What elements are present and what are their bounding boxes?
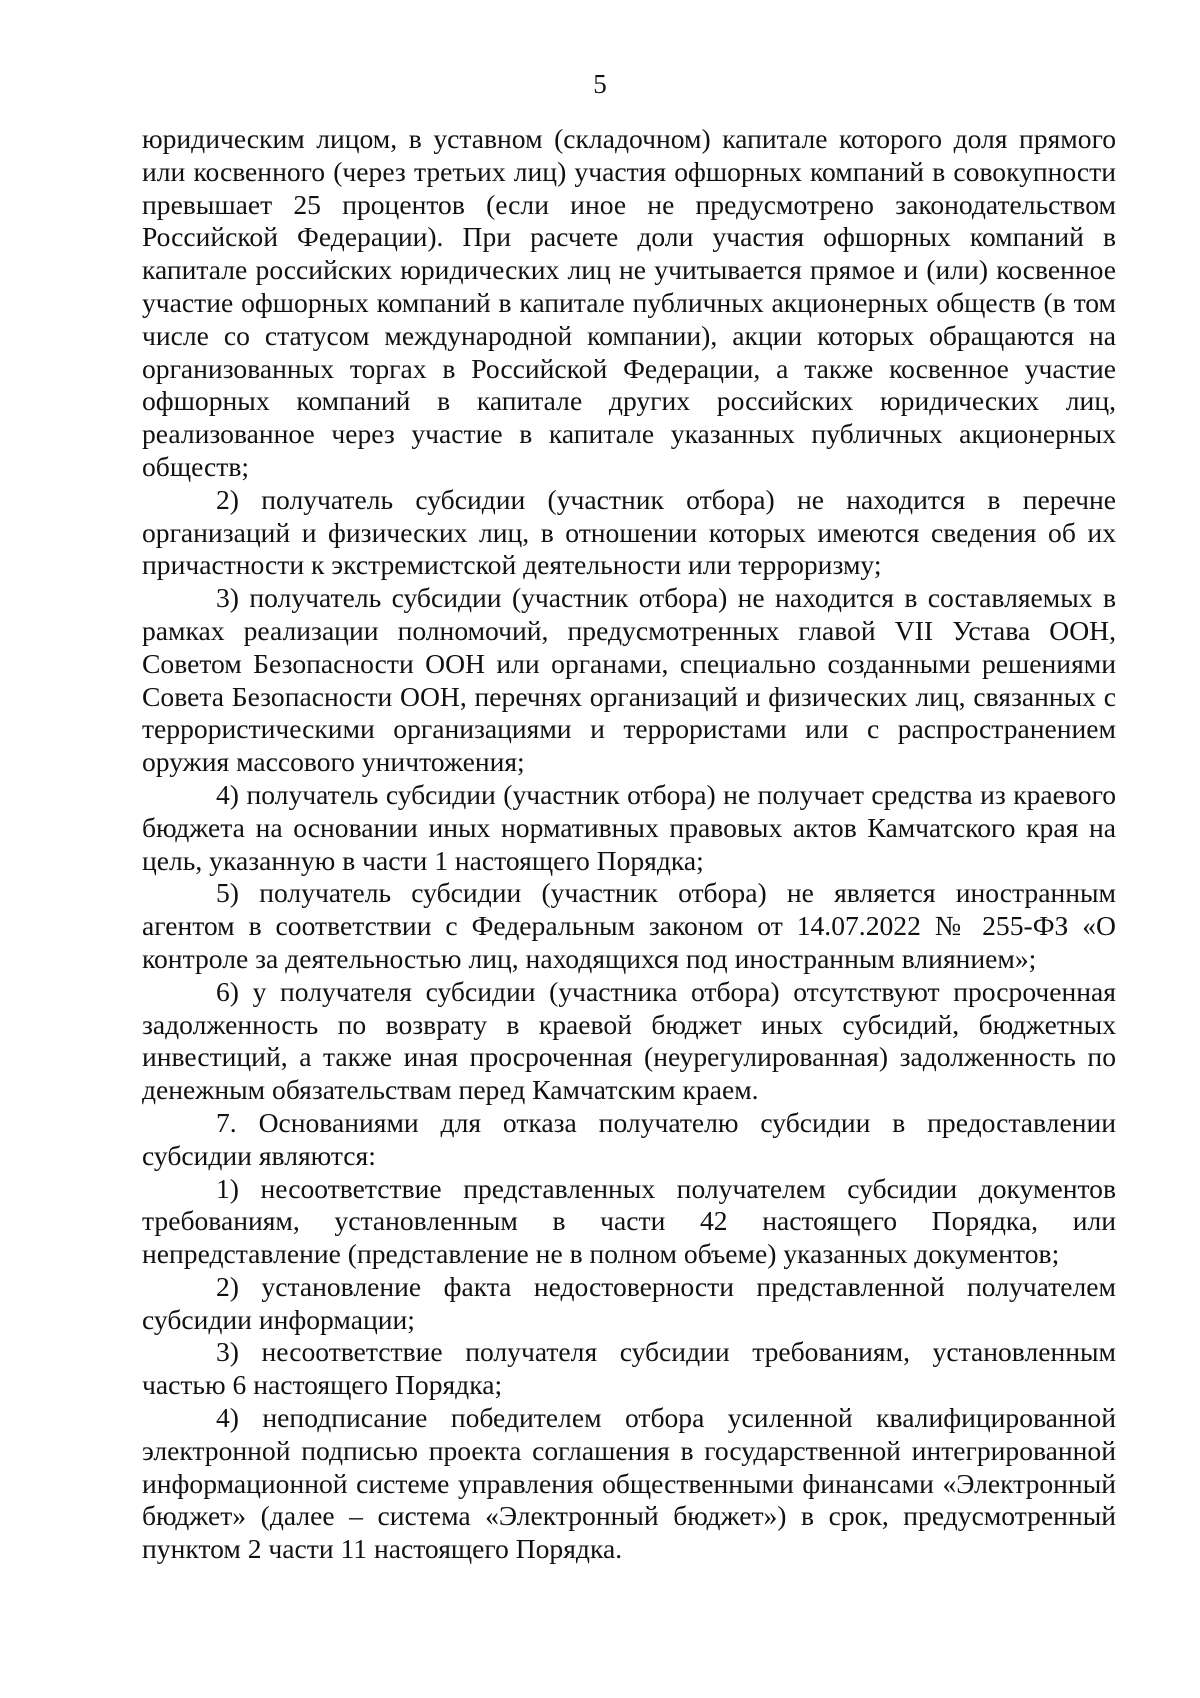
paragraph-item-4: 4) получатель субсидии (участник отбора) не получает средства из краевого бюджета на основании иных нормативных правовых актов Камчатского края на цель, указанную в части 1 настоящего Порядка; — [142, 778, 1116, 876]
paragraph-item-6: 6) у получателя субсидии (участника отбора) отсутствуют просроченная задолженность по возврату в краевой бюджет иных субсидий, бюджетных инвестиций, а также иная просроченная (неурегулированная) задолженность по денежным обязательствам перед Камчатским краем. — [142, 975, 1116, 1106]
paragraph-section-7: 7. Основаниями для отказа получателю субсидии в предоставлении субсидии являются: — [142, 1106, 1116, 1171]
paragraph-refusal-2: 2) установление факта недостоверности представленной получателем субсидии информации; — [142, 1270, 1116, 1335]
document-body — [142, 123, 1116, 1566]
page-number: 5 — [593, 69, 607, 99]
paragraph-refusal-4: 4) неподписание победителем отбора усиленной квалифицированной электронной подписью проекта соглашения в государственной интегрированной информационной системе управления общественными финансами «Электронный бюджет» (далее – система «Электронный бюджет») в срок, предусмотренный пунктом 2 части 11 настоящего Порядка. — [142, 1402, 1116, 1565]
paragraph-item-3: 3) получатель субсидии (участник отбора) не находится в составляемых в рамках реализации полномочий, предусмотренных главой VII Устава ООН, Советом Безопасности ООН или органами, специально созданными решениями Совета Безопасности ООН, перечнях организаций и физических лиц, связанных с террористическими организациями и террористами или с распространением оружия массового уничтожения; — [142, 582, 1116, 778]
paragraph-refusal-1: 1) несоответствие представленных получателем субсидии документов требованиям, установленным в части 42 настоящего Порядка, или непредставление (представление не в полном объеме) указанных документов; — [142, 1172, 1116, 1270]
paragraph-item-2: 2) получатель субсидии (участник отбора) не находится в перечне организаций и физических лиц, в отношении которых имеются сведения об их причастности к экстремистской деятельности или терроризму; — [142, 483, 1116, 581]
paragraph-continuation: юридическим лицом, в уставном (складочном) капитале которого доля прямого или косвенного (через третьих лиц) участия офшорных компаний в совокупности превышает 25 процентов (если иное не предусмотрено законодательством Российской Федерации). При расчете доли участия офшорных компаний в капитале российских юридических лиц не учитывается прямое и (или) косвенное участие офшорных компаний в капитале публичных акционерных обществ (в том числе со статусом международной компании), акции которых обращаются на организованных торгах в Российской Федерации, а также косвенное участие офшорных компаний в капитале других российских юридических лиц, реализованное через участие в капитале указанных публичных акционерных обществ; — [142, 123, 1116, 482]
paragraph-refusal-3: 3) несоответствие получателя субсидии требованиям, установленным частью 6 настоящего Порядка; — [142, 1336, 1116, 1401]
paragraph-item-5: 5) получатель субсидии (участник отбора) не является иностранным агентом в соответствии с Федеральным законом от 14.07.2022 № 255-ФЗ «О контроле за деятельностью лиц, находящихся под иностранным влиянием»; — [142, 877, 1116, 974]
